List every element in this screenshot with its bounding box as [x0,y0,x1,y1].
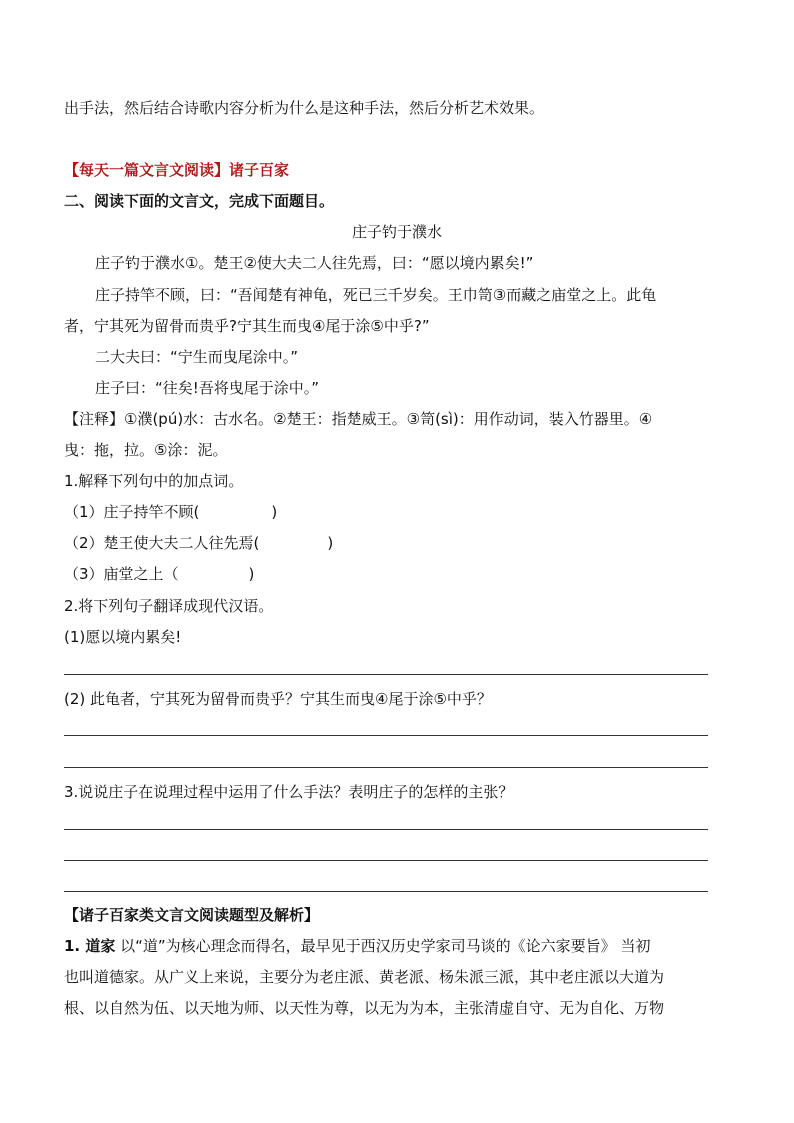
passage-line: 庄子钓于濮水①。楚王②使大夫二人往先焉，曰：“愿以境内累矣!” [95,254,534,272]
answer-line[interactable] [64,735,708,736]
item-close: ) [248,565,255,583]
item-text: （1）庄子持竿不顾( [64,503,200,521]
question-1-item [64,533,333,553]
analysis-heading: 【诸子百家类文言文阅读题型及解析】 [64,906,320,924]
passage-line: 庄子曰：“往矣!吾将曳尾于涂中。” [95,379,320,397]
question-1-stem: 1.解释下列句中的加点词。 [64,472,244,490]
passage-line: 庄子持竿不顾，曰：“吾闻楚有神龟，死已三千岁矣。王巾笥③而藏之庙堂之上。此龟 [95,286,657,304]
section-heading-sub: 诸子百家 [229,161,290,179]
analysis-term: 1. 道家 [64,937,116,955]
analysis-line: 根、以自然为伍、以天地为师、以天性为尊，以无为为本，主张清虚自守、无为自化、万物 [64,999,665,1017]
notes-line: 曳：拖，拉。⑤涂：泥。 [64,441,228,459]
answer-line[interactable] [64,767,708,768]
passage-line: 者，宁其死为留骨而贵乎?宁其生而曳④尾于涂⑤中乎?” [64,317,430,335]
question-1-item [64,502,277,522]
answer-line[interactable] [64,860,708,861]
answer-line[interactable] [64,674,708,675]
intro-line: 出手法，然后结合诗歌内容分析为什么是这种手法，然后分析艺术效果。 [64,99,545,117]
answer-line[interactable] [64,829,708,830]
question-3-stem: 3.说说庄子在说理过程中运用了什么手法？表明庄子的怎样的主张？ [64,783,514,801]
item-close: ) [327,534,334,552]
question-2-sentence-1: (1)愿以境内累矣! [64,628,182,646]
passage-line: 二大夫曰：“宁生而曳尾涂中。” [95,348,299,366]
analysis-line: 也叫道德家。从广义上来说，主要分为老庄派、黄老派、杨朱派三派，其中老庄派以大道为 [64,968,665,986]
item-text: （3）庙堂之上（ [64,565,179,583]
question-2-stem: 2.将下列句子翻译成现代汉语。 [64,597,274,615]
analysis-text: 以“道”为核心理念而得名，最早见于西汉历史学家司马谈的《论六家要旨》 当初 [115,937,651,955]
section-heading-main: 【每天一篇文言文阅读】 [64,161,230,179]
question-1-item [64,564,254,584]
passage-title: 庄子钓于濮水 [351,223,442,241]
analysis-line [64,936,650,956]
instruction: 二、阅读下面的文言文，完成下面题目。 [64,192,335,210]
item-close: ) [271,503,278,521]
item-text: （2）楚王使大夫二人往先焉( [64,534,260,552]
notes-line: 【注释】①濮(pú)水：古水名。②楚王：指楚威王。③笥(sì)：用作动词，装入竹器里。④ [64,410,653,428]
section-heading [64,160,289,180]
answer-line[interactable] [64,891,708,892]
question-2-sentence-2: (2) 此龟者，宁其死为留骨而贵乎？宁其生而曳④尾于涂⑤中乎？ [64,690,492,708]
